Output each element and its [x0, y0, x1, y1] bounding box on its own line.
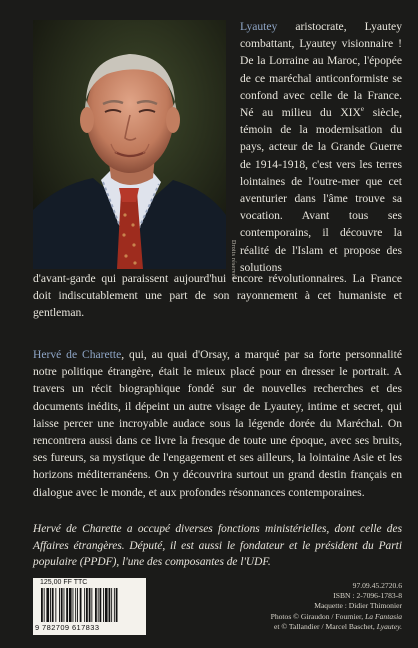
- author-name-lead: Hervé de Charette: [33, 348, 122, 361]
- intro-lead: Lyautey: [240, 20, 278, 33]
- century-numeral: XIX: [340, 106, 361, 120]
- body-paragraph: [33, 346, 402, 501]
- body-text: , qui, au quai d'Orsay, a marqué par sa forte personnalité notre politique étrangère, était le mieux placé pour en dresser le portrait. A travers un récit biographique fondé sur de nouvelles recherches et des documents inédits, il dépeint un autre visage de Lyautey, intime et secret, qui laisse percer une incroyable audace sous la légende dorée du Maréchal. On rencontrera aussi dans ce livre la fresque de toute une époque, avec ses bruits, ses fureurs, sa mystique de l'engagement et ses ailleurs, la lointaine Asie et les horizons méditerranéens. On y découvrira surtout un grand destin français en dialogue avec le monde, et aux profondes résonnances contemporaines.: [33, 348, 402, 499]
- photo-credit-1: [232, 612, 402, 622]
- intro-paragraph: [240, 18, 402, 276]
- author-portrait: [33, 20, 226, 269]
- catalog-code: 97.09.45.2720.6: [352, 581, 402, 590]
- barcode-number: 9 782709 617833: [35, 623, 100, 632]
- intro-paragraph-end: d'avant-garde qui paraissent aujourd'hui encore révolutionnaires. La France doit indiscutablement une part de son rayonnement à cet humaniste et gentleman.: [33, 272, 402, 320]
- century-superscript: e: [360, 105, 365, 114]
- photo-rights-notice: Droits réservés: [230, 240, 236, 280]
- intro-text-top-2: siècle, témoin de la modernisation du pays, acteur de la Grande Guerre de 1914-1918, c'est vers les terres lointaines de l'outre-mer que cet aventurier dans l'âme trouve sa vocation. Avant tous ses contemporains, il découvre la réalité de l'Islam et propose des solutions: [240, 106, 402, 274]
- price-label: 125,00 FF TTC: [40, 579, 88, 586]
- author-note: Hervé de Charette a occupé diverses fonctions ministérielles, dont celle des Affaires étrangères. Député, il est aussi le fondateur et le président du Parti populaire (PPDF), l'une des composantes de l'UDF.: [33, 523, 402, 569]
- photo-credit-2-text: et © Tallandier / Marcel Baschet,: [273, 621, 377, 631]
- intro-text-top: aristocrate, Lyautey combattant, Lyautey visionnaire ! De la Lorraine au Maroc, l'épopée de ce maréchal anticonformiste se confond avec celle de la France. Né au milieu du: [240, 20, 402, 120]
- photo-credit-2-title: Lyautey.: [376, 621, 402, 631]
- isbn: ISBN : 2-7096-1783-8: [333, 591, 402, 601]
- maquette-credit: Maquette : Didier Thimonier: [314, 601, 402, 611]
- photo-credit-1-text: Photos © Giraudon / Fournier,: [270, 611, 366, 621]
- photo-credit-1-title: La Fantasia: [365, 611, 402, 621]
- photo-credit-2: [232, 622, 402, 632]
- publication-references: [232, 581, 402, 632]
